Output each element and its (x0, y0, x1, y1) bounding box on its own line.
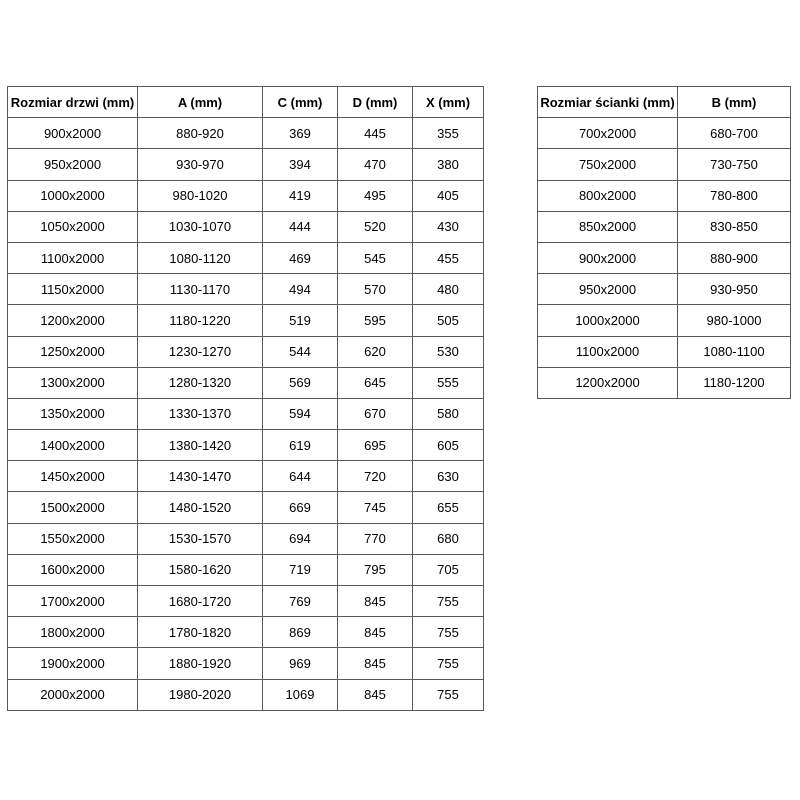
table-cell: 455 (413, 242, 484, 273)
table-cell: 1200x2000 (538, 367, 678, 398)
table-cell: 605 (413, 430, 484, 461)
table-cell: 620 (338, 336, 413, 367)
column-header-b: B (mm) (678, 87, 791, 118)
table-cell: 405 (413, 180, 484, 211)
table-cell: 644 (263, 461, 338, 492)
table-cell: 845 (338, 679, 413, 710)
table-cell: 830-850 (678, 211, 791, 242)
table-cell: 695 (338, 430, 413, 461)
table-row (538, 242, 791, 273)
column-header-wall-size: Rozmiar ścianki (mm) (538, 87, 678, 118)
table-cell: 1550x2000 (8, 523, 138, 554)
table-cell: 1880-1920 (138, 648, 263, 679)
door-sizes-table-body (8, 118, 484, 711)
table-cell: 355 (413, 118, 484, 149)
table-cell: 1080-1100 (678, 336, 791, 367)
table-cell: 1480-1520 (138, 492, 263, 523)
table-cell: 655 (413, 492, 484, 523)
table-cell: 619 (263, 430, 338, 461)
table-cell: 769 (263, 586, 338, 617)
table-row (8, 617, 484, 648)
table-cell: 930-970 (138, 149, 263, 180)
table-cell: 694 (263, 523, 338, 554)
table-cell: 1430-1470 (138, 461, 263, 492)
table-cell: 430 (413, 211, 484, 242)
table-cell: 1050x2000 (8, 211, 138, 242)
table-row (538, 305, 791, 336)
table-cell: 1200x2000 (8, 305, 138, 336)
table-cell: 845 (338, 617, 413, 648)
table-cell: 1180-1220 (138, 305, 263, 336)
table-row (8, 274, 484, 305)
table-cell: 900x2000 (538, 242, 678, 273)
table-row (8, 430, 484, 461)
table-row (538, 336, 791, 367)
table-cell: 1130-1170 (138, 274, 263, 305)
table-cell: 1450x2000 (8, 461, 138, 492)
table-cell: 469 (263, 242, 338, 273)
door-sizes-table (7, 86, 484, 711)
table-cell: 719 (263, 554, 338, 585)
column-header-x: X (mm) (413, 87, 484, 118)
table-cell: 880-920 (138, 118, 263, 149)
table-cell: 1100x2000 (538, 336, 678, 367)
table-row (538, 274, 791, 305)
table-row (8, 242, 484, 273)
table-cell: 494 (263, 274, 338, 305)
table-cell: 680 (413, 523, 484, 554)
table-cell: 1580-1620 (138, 554, 263, 585)
table-cell: 950x2000 (538, 274, 678, 305)
table-cell: 394 (263, 149, 338, 180)
column-header-d: D (mm) (338, 87, 413, 118)
table-row (8, 648, 484, 679)
table-cell: 369 (263, 118, 338, 149)
table-row (8, 586, 484, 617)
table-cell: 930-950 (678, 274, 791, 305)
table-cell: 1500x2000 (8, 492, 138, 523)
table-cell: 594 (263, 398, 338, 429)
table-cell: 1780-1820 (138, 617, 263, 648)
table-row (8, 461, 484, 492)
table-cell: 530 (413, 336, 484, 367)
table-cell: 795 (338, 554, 413, 585)
header-row (538, 87, 791, 118)
table-cell: 505 (413, 305, 484, 336)
table-cell: 1100x2000 (8, 242, 138, 273)
table-cell: 1680-1720 (138, 586, 263, 617)
table-cell: 969 (263, 648, 338, 679)
table-cell: 1980-2020 (138, 679, 263, 710)
table-cell: 419 (263, 180, 338, 211)
table-cell: 519 (263, 305, 338, 336)
table-row (538, 367, 791, 398)
table-row (8, 336, 484, 367)
table-cell: 745 (338, 492, 413, 523)
table-cell: 880-900 (678, 242, 791, 273)
table-row (8, 118, 484, 149)
header-row (8, 87, 484, 118)
table-cell: 545 (338, 242, 413, 273)
table-cell: 1280-1320 (138, 367, 263, 398)
table-cell: 780-800 (678, 180, 791, 211)
wall-sizes-table-body (538, 118, 791, 399)
column-header-door-size: Rozmiar drzwi (mm) (8, 87, 138, 118)
table-cell: 705 (413, 554, 484, 585)
table-cell: 755 (413, 617, 484, 648)
table-cell: 845 (338, 586, 413, 617)
table-cell: 1600x2000 (8, 554, 138, 585)
table-cell: 380 (413, 149, 484, 180)
table-cell: 1350x2000 (8, 398, 138, 429)
table-cell: 980-1020 (138, 180, 263, 211)
column-header-c: C (mm) (263, 87, 338, 118)
table-cell: 595 (338, 305, 413, 336)
table-cell: 800x2000 (538, 180, 678, 211)
table-cell: 1000x2000 (8, 180, 138, 211)
door-sizes-table-header (8, 87, 484, 118)
wall-sizes-table-header (538, 87, 791, 118)
table-cell: 520 (338, 211, 413, 242)
table-row (8, 211, 484, 242)
table-cell: 1300x2000 (8, 367, 138, 398)
table-cell: 1380-1420 (138, 430, 263, 461)
table-cell: 980-1000 (678, 305, 791, 336)
table-row (538, 180, 791, 211)
table-row (8, 180, 484, 211)
table-cell: 669 (263, 492, 338, 523)
table-row (8, 679, 484, 710)
table-cell: 445 (338, 118, 413, 149)
table-cell: 580 (413, 398, 484, 429)
table-cell: 544 (263, 336, 338, 367)
table-cell: 444 (263, 211, 338, 242)
table-cell: 850x2000 (538, 211, 678, 242)
table-cell: 480 (413, 274, 484, 305)
table-cell: 1150x2000 (8, 274, 138, 305)
table-row (538, 149, 791, 180)
table-cell: 1180-1200 (678, 367, 791, 398)
table-cell: 470 (338, 149, 413, 180)
table-cell: 1530-1570 (138, 523, 263, 554)
table-row (8, 305, 484, 336)
table-cell: 1069 (263, 679, 338, 710)
table-cell: 700x2000 (538, 118, 678, 149)
table-cell: 755 (413, 586, 484, 617)
table-row (8, 398, 484, 429)
table-cell: 1000x2000 (538, 305, 678, 336)
table-cell: 1800x2000 (8, 617, 138, 648)
table-cell: 1230-1270 (138, 336, 263, 367)
table-row (538, 211, 791, 242)
table-cell: 1700x2000 (8, 586, 138, 617)
table-cell: 680-700 (678, 118, 791, 149)
table-cell: 1900x2000 (8, 648, 138, 679)
table-cell: 495 (338, 180, 413, 211)
table-cell: 755 (413, 679, 484, 710)
table-cell: 720 (338, 461, 413, 492)
table-cell: 1080-1120 (138, 242, 263, 273)
table-cell: 555 (413, 367, 484, 398)
table-cell: 755 (413, 648, 484, 679)
table-cell: 570 (338, 274, 413, 305)
wall-sizes-table (537, 86, 791, 399)
table-cell: 630 (413, 461, 484, 492)
table-cell: 730-750 (678, 149, 791, 180)
table-cell: 869 (263, 617, 338, 648)
table-cell: 569 (263, 367, 338, 398)
table-cell: 770 (338, 523, 413, 554)
table-cell: 645 (338, 367, 413, 398)
table-row (8, 149, 484, 180)
table-cell: 670 (338, 398, 413, 429)
column-header-a: A (mm) (138, 87, 263, 118)
table-row (538, 118, 791, 149)
table-cell: 2000x2000 (8, 679, 138, 710)
table-cell: 750x2000 (538, 149, 678, 180)
table-cell: 1030-1070 (138, 211, 263, 242)
table-row (8, 523, 484, 554)
table-row (8, 492, 484, 523)
table-cell: 900x2000 (8, 118, 138, 149)
table-row (8, 367, 484, 398)
table-row (8, 554, 484, 585)
table-cell: 1250x2000 (8, 336, 138, 367)
table-cell: 1330-1370 (138, 398, 263, 429)
table-cell: 845 (338, 648, 413, 679)
table-cell: 1400x2000 (8, 430, 138, 461)
table-cell: 950x2000 (8, 149, 138, 180)
